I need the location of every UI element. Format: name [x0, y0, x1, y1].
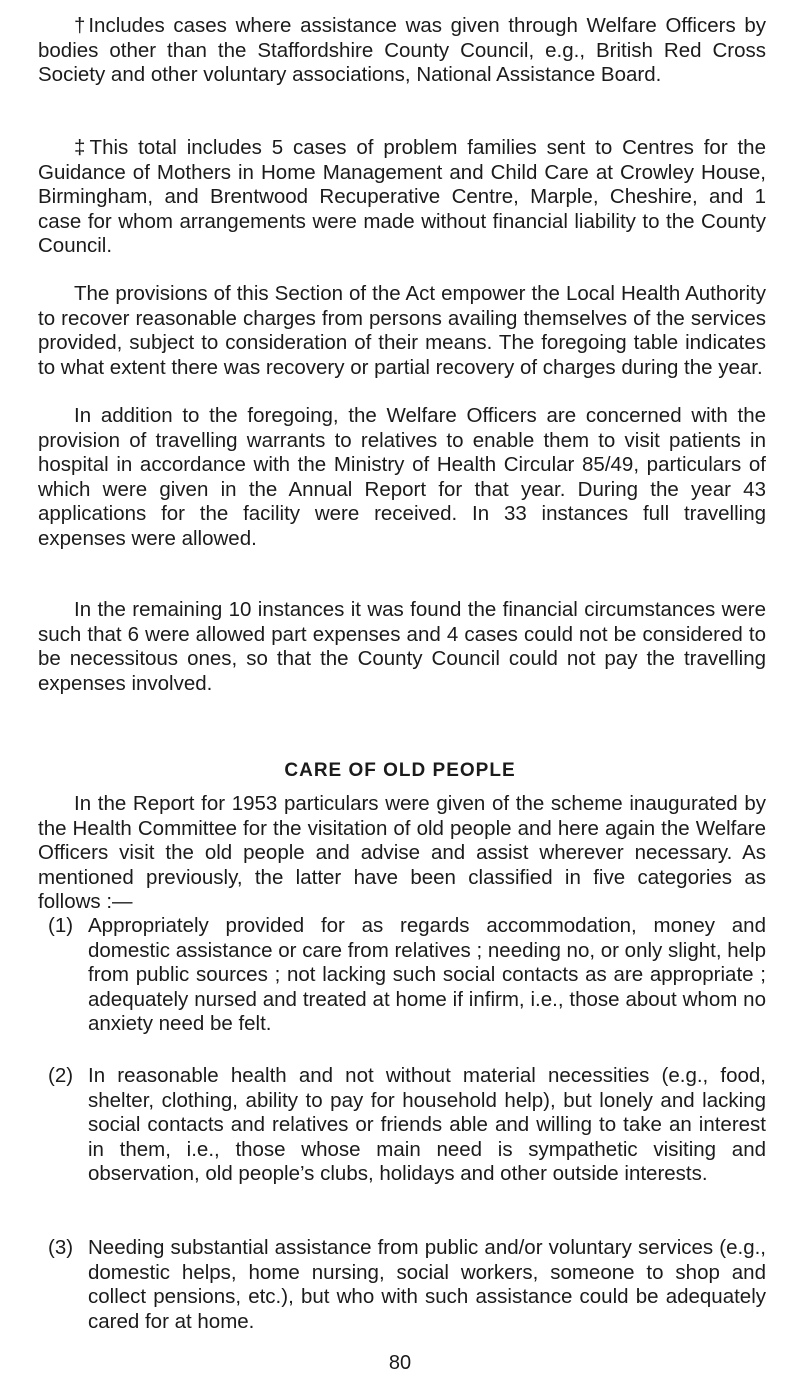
category-number: (3) [48, 1236, 74, 1259]
category-number: (2) [48, 1064, 74, 1087]
paragraph-old-people-intro: In the Report for 1953 particulars were given of the scheme inaugurated by the Health Committee for the visitation of old people and here again the Welfare Officers visit the old people and advise and assist wherever necessary. As mentioned previously, the latter have been classified in five categories as follows :— [38, 792, 766, 913]
paragraph-provisions: The provisions of this Section of the Act empower the Local Health Authority to recover reasonable charges from persons availing themselves of the services provided, subject to consideration of their means. The foregoing table indicates to what extent there was recovery or partial recovery of charges during the year. [38, 282, 766, 379]
category-number: (1) [48, 914, 74, 937]
section-heading: CARE OF OLD PEOPLE [284, 760, 516, 781]
category-text: Appropriately provided for as regards accommodation, money and domestic assistance or care from relatives ; needing no, or only slight, help from public sources ; not lacking such social contacts as are appropriate ; adequately nursed and treated at home if infirm, i.e., those about whom no anxiety need be felt. [88, 914, 766, 1035]
footnote-dagger: †Includes cases where assistance was given through Welfare Officers by bodies other than the Staffordshire County Council, e.g., British Red Cross Society and other voluntary associations, National Assistance Board. [38, 14, 766, 86]
category-text: In reasonable health and not without material necessities (e.g., food, shelter, clothing, ability to pay for household help), but lonely and lacking social contacts and relatives or friends able and willing to take an interest in them, i.e., those whose main need is sympathetic visiting and observation, old people’s clubs, holidays and other outside interests. [88, 1064, 766, 1185]
paragraph-travelling-warrants: In addition to the foregoing, the Welfare Officers are concerned with the provision of travelling warrants to relatives to enable them to visit patients in hospital in accordance with the Ministry of Health Circular 85/49, particulars of which were given in the Annual Report for that year. During the year 43 applications for the facility were received. In 33 instances full travelling expenses were allowed. [38, 404, 766, 550]
page-number: 80 [388, 1352, 412, 1374]
category-text: Needing substantial assistance from public and/or voluntary services (e.g., domestic helps, home nursing, social workers, someone to shop and collect pensions, etc.), but who with such assistance could be adequately cared for at home. [88, 1236, 766, 1333]
paragraph-remaining-instances: In the remaining 10 instances it was found the financial circumstances were such that 6 were allowed part expenses and 4 cases could not be considered to be necessitous ones, so that the County Council could not pay the travelling expenses involved. [38, 598, 766, 695]
footnote-double-dagger: ‡This total includes 5 cases of problem families sent to Centres for the Guidance of Mothers in Home Management and Child Care at Crowley House, Birmingham, and Brentwood Recuperative Centre, Marple, Cheshire, and 1 case for whom arrangements were made without financial liability to the County Council. [38, 136, 766, 257]
